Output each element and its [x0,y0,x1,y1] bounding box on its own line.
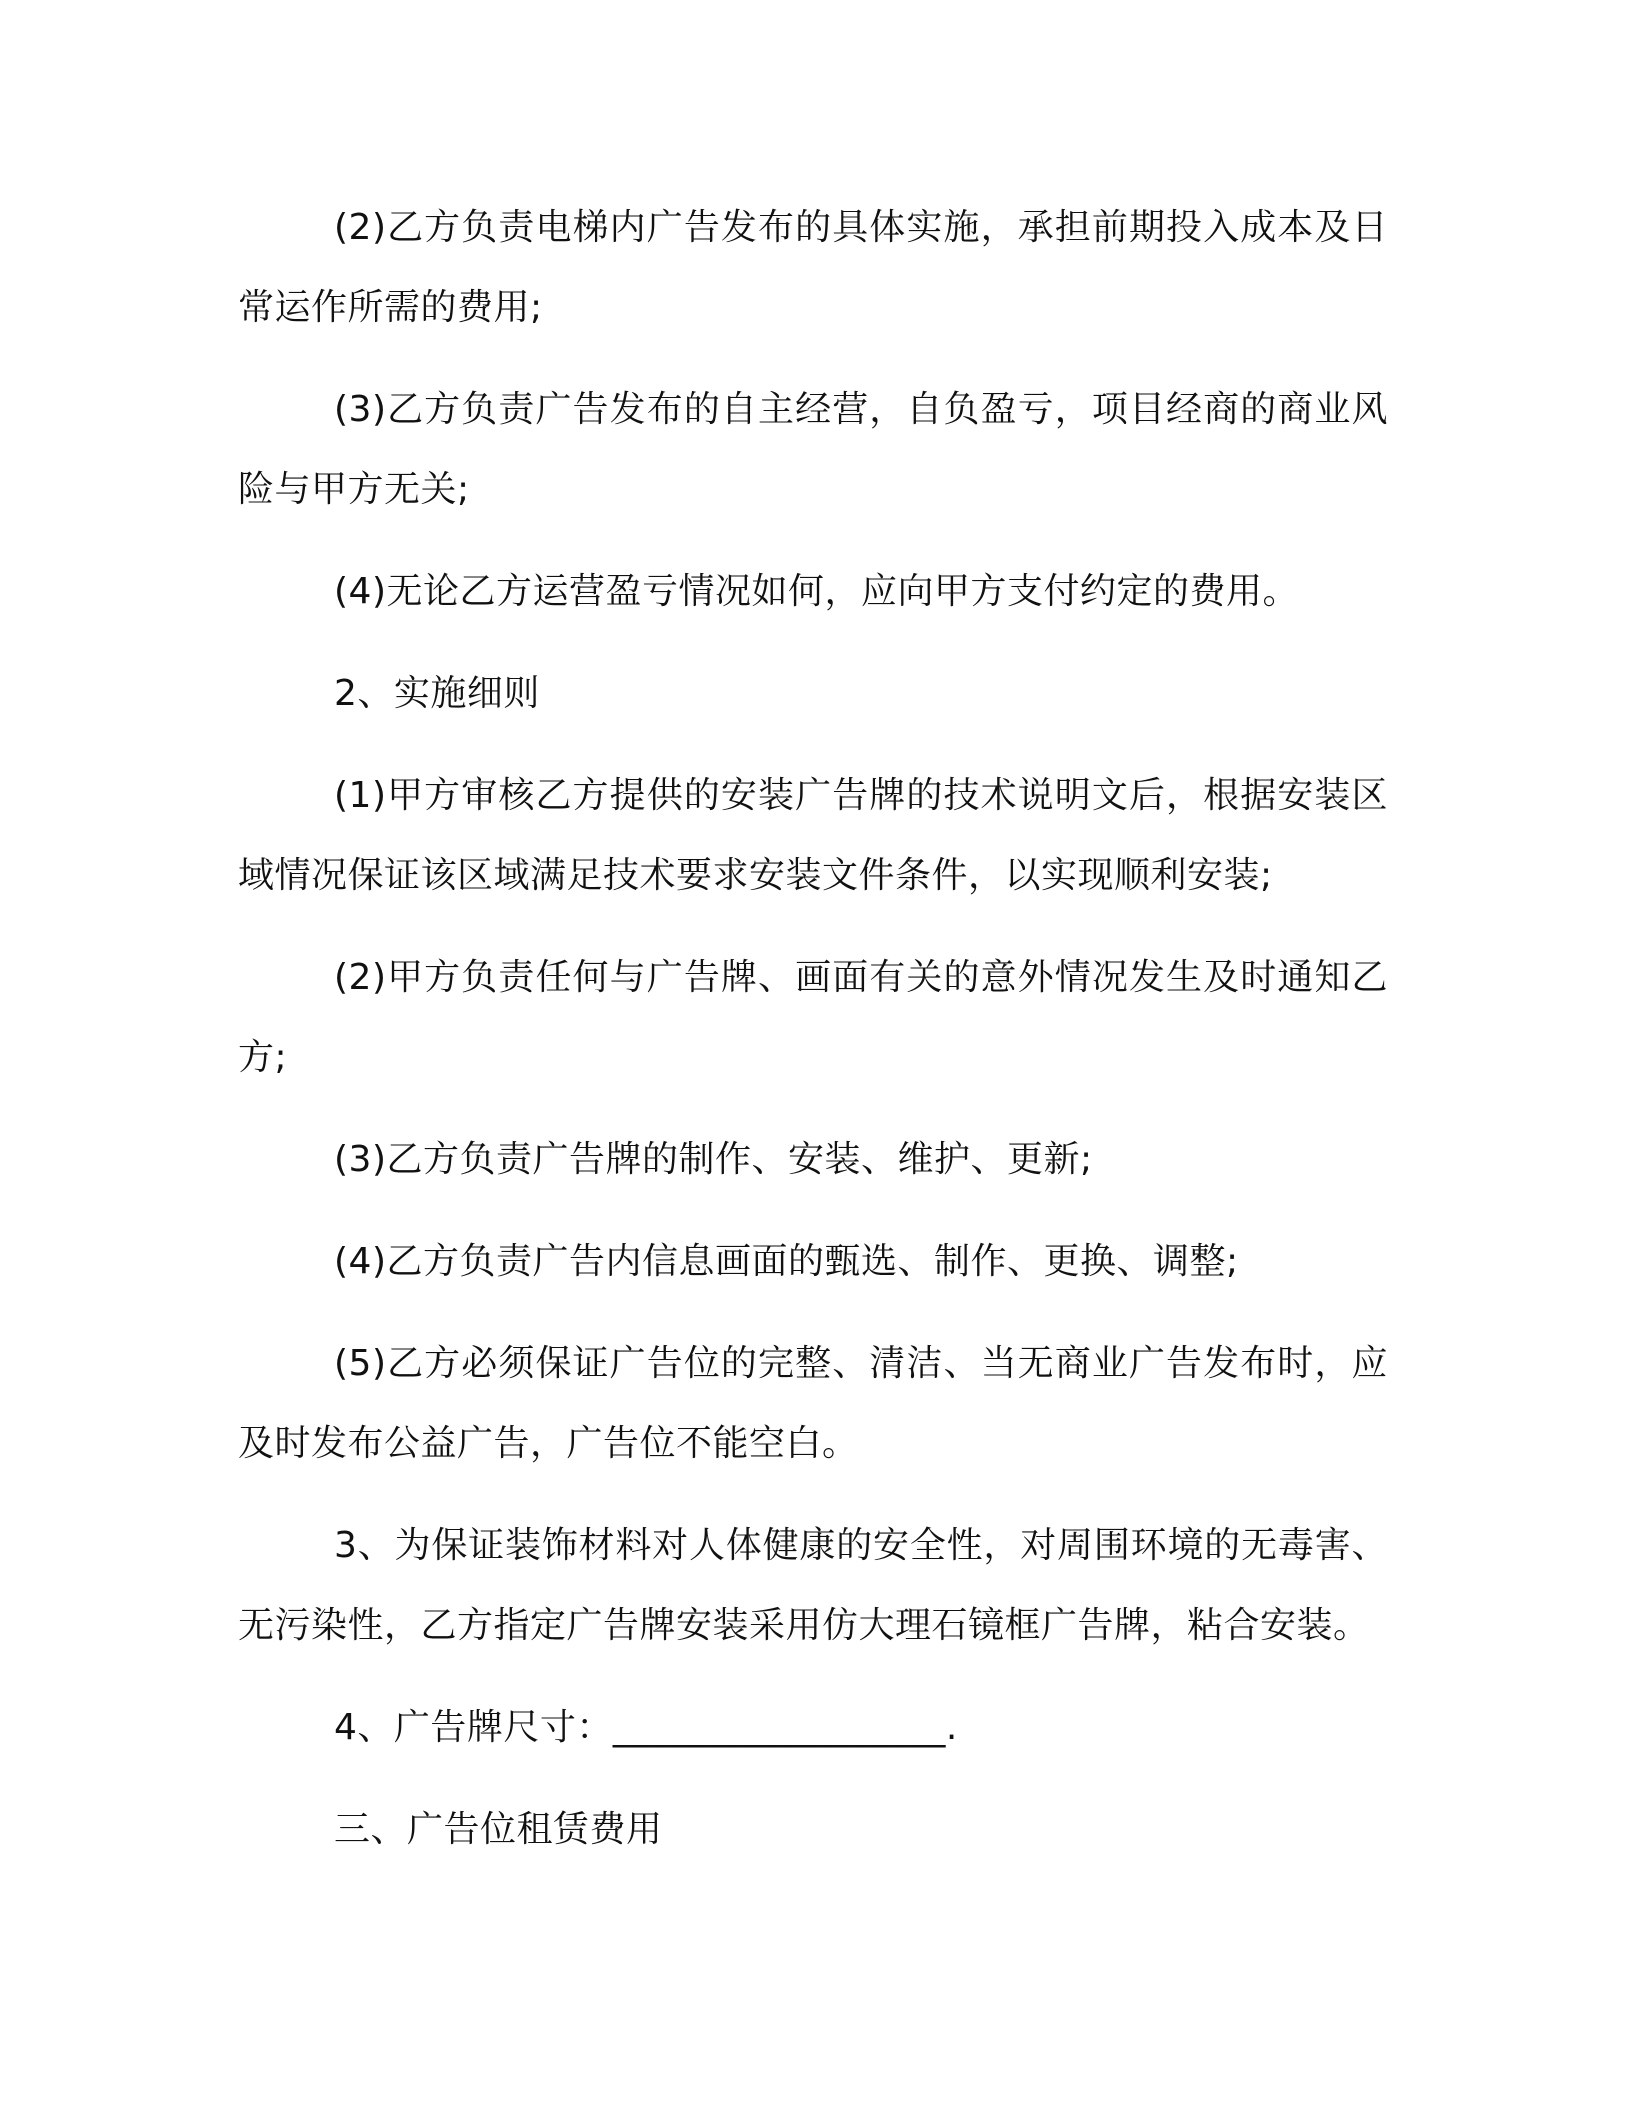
paragraph-self-operation: (3)乙方负责广告发布的自主经营，自负盈亏，项目经商的商业风险与甲方无关; [238,389,1388,510]
paragraph-elevator-ad-implementation: (2)乙方负责电梯内广告发布的具体实施，承担前期投入成本及日常运作所需的费用; [238,207,1388,328]
section-heading-implementation-rules: 2、实施细则 [334,673,540,714]
document-body [238,188,1388,1892]
paragraph-accident-notification: (2)甲方负责任何与广告牌、画面有关的意外情况发生及时通知乙方; [238,957,1388,1078]
section-heading-rental-fees: 三、广告位租赁费用 [334,1809,663,1850]
paragraph-payment-obligation: (4)无论乙方运营盈亏情况如何，应向甲方支付约定的费用。 [334,571,1299,612]
paragraph-material-safety: 3、为保证装饰材料对人体健康的安全性，对周围环境的无毒害、无污染性，乙方指定广告牌安装采用仿大理石镜框广告牌，粘合安装。 [238,1525,1388,1646]
paragraph-content-selection: (4)乙方负责广告内信息画面的甄选、制作、更换、调整; [334,1241,1239,1282]
paragraph-billboard-maintenance: (3)乙方负责广告牌的制作、安装、维护、更新; [334,1139,1093,1180]
paragraph-public-service-ads: (5)乙方必须保证广告位的完整、清洁、当无商业广告发布时，应及时发布公益广告，广告位不能空白。 [238,1343,1388,1464]
paragraph-billboard-size: 4、广告牌尺寸：__________________. [334,1707,958,1748]
paragraph-technical-review: (1)甲方审核乙方提供的安装广告牌的技术说明文后，根据安装区域情况保证该区域满足技术要求安装文件条件，以实现顺利安装; [238,775,1388,896]
